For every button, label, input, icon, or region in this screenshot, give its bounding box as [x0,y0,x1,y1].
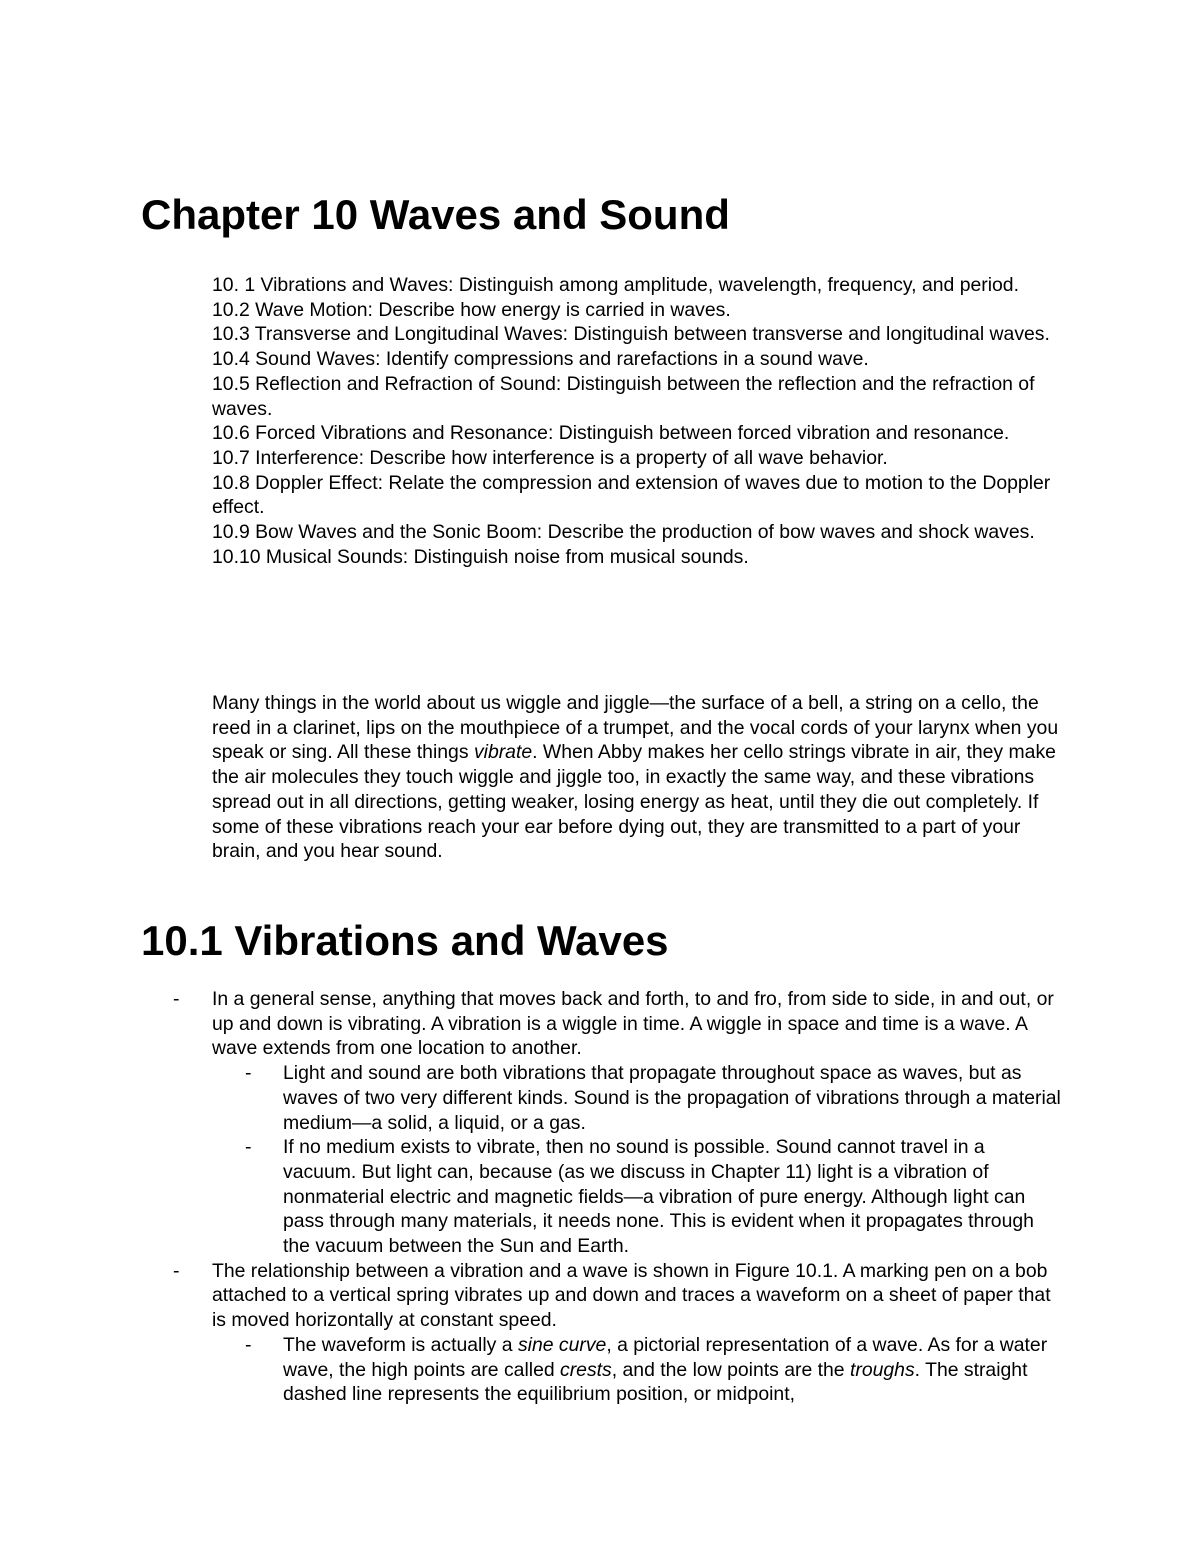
bullet-text: If no medium exists to vibrate, then no sound is possible. Sound cannot travel in a vacuum. But light can, because (as we discuss in Chapter 11) light is a vibration of nonmaterial electric and magnetic fields—a vibration of pure energy. Although light can pass through many materials, it needs none. This is evident when it propagates through the vacuum between the Sun and Earth. [283,1136,1034,1258]
bullet-marker: - [245,1333,252,1356]
objective-item: 10.5 Reflection and Refraction of Sound: Distinguish between the reflection and the refraction of waves. [212,372,1035,420]
intro-text: . When Abby makes her cello strings vibrate in air, they make the air molecules they touch wiggle and jiggle too, in exactly the same way, and these vibrations spread out in all directions, getting weaker, losing energy as heat, until they die out completely. If some of these vibrations reach your ear before dying out, they are transmitted to a part of your brain, and you hear sound. [212,741,1056,863]
bullet-text-run: The waveform is actually a [283,1333,518,1356]
objective-item: 10.7 Interference: Describe how interference is a property of all wave behavior. [212,446,888,469]
bullet-text-run: , and the low points are the [611,1358,850,1381]
bullet-list [0,987,1200,1407]
objective-item: 10.8 Doppler Effect: Relate the compression and extension of waves due to motion to the Doppler effect. [212,471,1051,519]
term-crests: crests [560,1358,612,1381]
term-sine-curve: sine curve [517,1333,607,1356]
objective-item: 10. 1 Vibrations and Waves: Distinguish among amplitude, wavelength, frequency, and period. [212,274,1019,296]
objective-item: 10.2 Wave Motion: Describe how energy is carried in waves. [212,298,731,321]
bullet-text: Light and sound are both vibrations that propagate throughout space as waves, but as waves of two very different kinds. Sound is the propagation of vibrations through a material medium—a solid, a liquid, or a gas. [283,1062,1061,1134]
sub-bullet-item [0,1061,1063,1135]
bullet-text [283,1334,1047,1405]
bullet-marker: - [245,1136,252,1159]
learning-objectives-list [212,273,1062,569]
term-troughs: troughs [849,1358,915,1381]
objective-item: 10.4 Sound Waves: Identify compressions and rarefactions in a sound wave. [212,348,869,371]
bullet-text: In a general sense, anything that moves back and forth, to and fro, from side to side, in and out, or up and down is vibrating. A vibration is a wiggle in time. A wiggle in space and time is a wave. A wave extends from one location to another. [212,988,1054,1060]
bullet-marker: - [173,1259,180,1282]
intro-paragraph [212,691,1072,864]
bullet-text: The relationship between a vibration and a wave is shown in Figure 10.1. A marking pen on a bob attached to a vertical spring vibrates up and down and traces a waveform on a sheet of paper that is moved horizontally at constant speed. [212,1259,1051,1332]
intro-emphasis: vibrate [473,741,533,764]
section-title: 10.1 Vibrations and Waves [141,917,669,964]
objective-item: 10.9 Bow Waves and the Sonic Boom: Describe the production of bow waves and shock waves. [212,521,1035,544]
sub-bullet-item [0,1135,1063,1259]
bullet-marker: - [245,1062,252,1085]
bullet-text-run: , a pictorial representation of a wave. As for a water wave, the high points are called [283,1333,1048,1381]
bullet-text-run: . The straight dashed line represents the equilibrium position, or midpoint, [283,1358,1028,1406]
chapter-title: Chapter 10 Waves and Sound [141,191,730,238]
objective-item: 10.10 Musical Sounds: Distinguish noise from musical sounds. [212,545,749,568]
sub-bullet-item [0,1333,1063,1407]
bullet-item [0,1259,1062,1333]
objective-item: 10.6 Forced Vibrations and Resonance: Distinguish between forced vibration and resonance. [212,422,1010,445]
bullet-item [0,987,1062,1061]
intro-text: Many things in the world about us wiggle and jiggle—the surface of a bell, a string on a cello, the reed in a clarinet, lips on the mouthpiece of a trumpet, and the vocal cords of your larynx when you speak or sing. All these things [212,692,1059,764]
objective-item: 10.3 Transverse and Longitudinal Waves: Distinguish between transverse and longitudinal waves. [212,323,1050,346]
bullet-marker: - [173,988,180,1010]
